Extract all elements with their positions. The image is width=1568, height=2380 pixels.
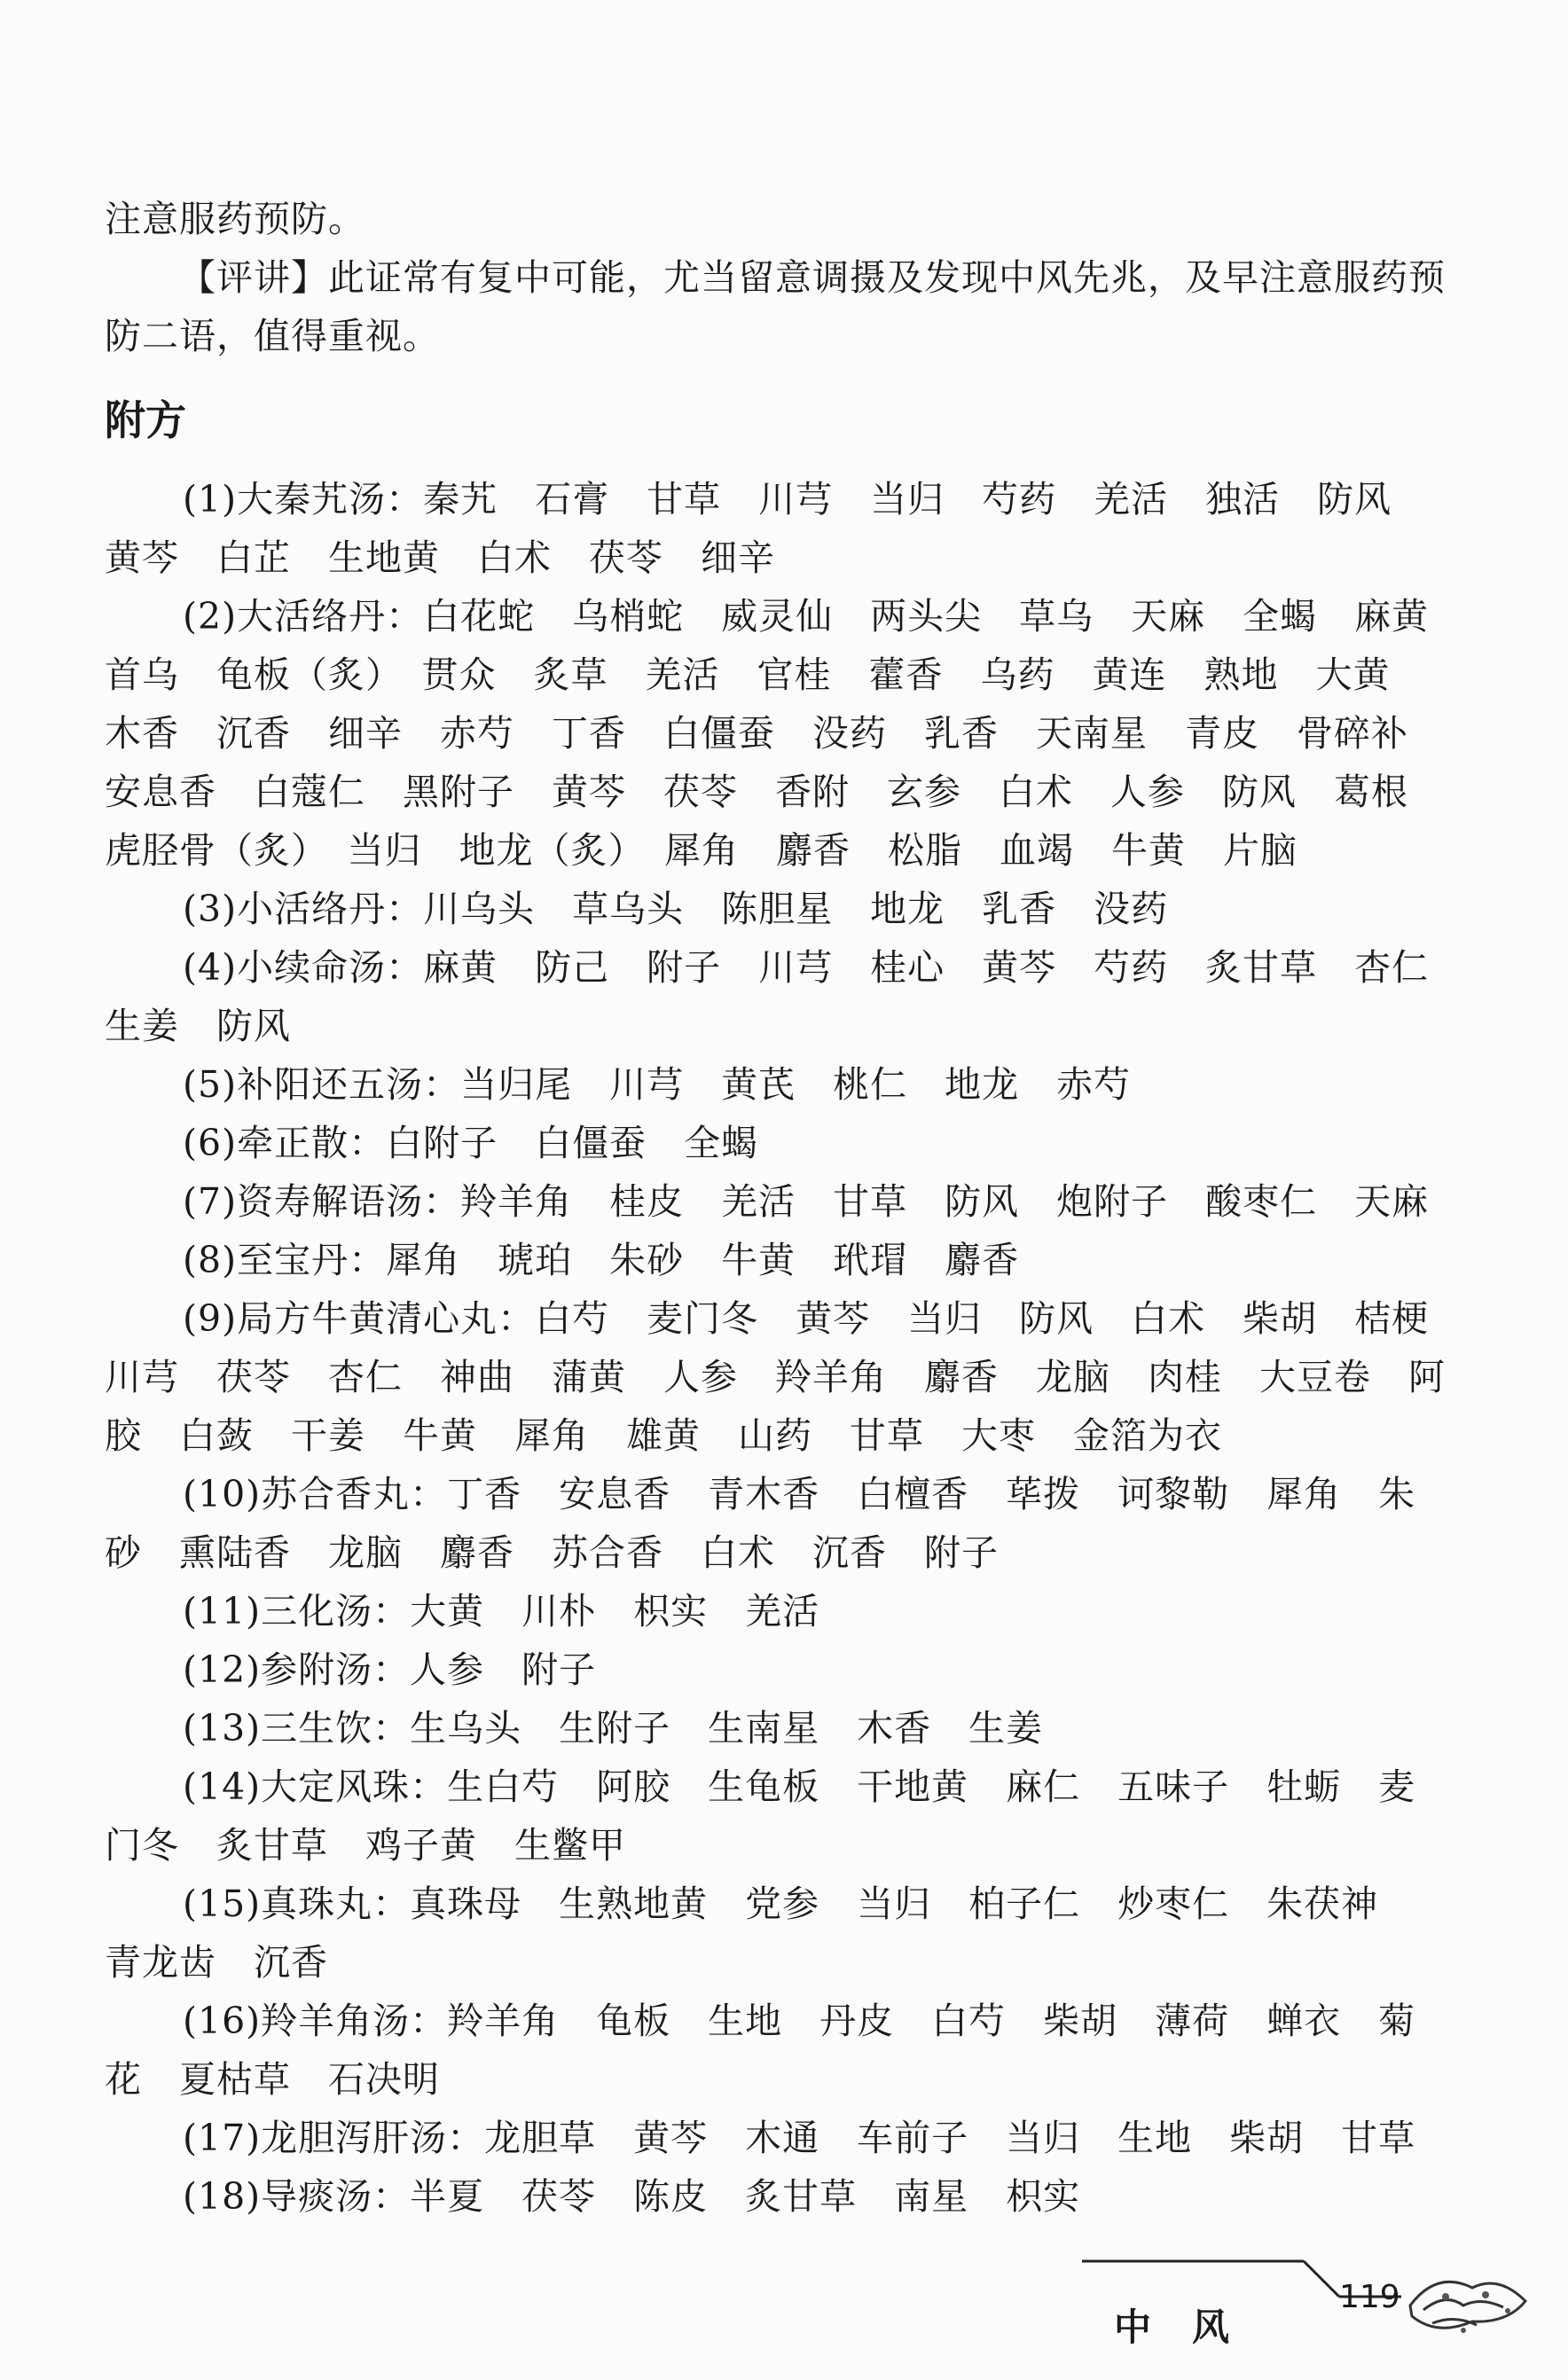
formula-item: (9)局方牛黄清心丸：白芍 麦门冬 黄芩 当归 防风 白术 柴胡 桔梗 川芎 茯苓 杏仁 神曲 蒲黄 人参 羚羊角 麝香 龙脑 肉桂 大豆卷 阿胶 白蔹 干姜 牛黄 犀角 雄黄 山药 甘草 大枣 金箔为衣 bbox=[105, 1297, 1467, 1457]
formula-item: (3)小活络丹：川乌头 草乌头 陈胆星 地龙 乳香 没药 bbox=[183, 888, 1169, 930]
formula-item: (6)牵正散：白附子 白僵蚕 全蝎 bbox=[183, 1122, 759, 1164]
formula-item: (1)大秦艽汤：秦艽 石膏 甘草 川芎 当归 芍药 羌活 独活 防风 黄芩 白芷 生地黄 白术 茯苓 细辛 bbox=[105, 478, 1430, 579]
formula-item: (7)资寿解语汤：羚羊角 桂皮 羌活 甘草 防风 炮附子 酸枣仁 天麻 bbox=[183, 1180, 1430, 1223]
formula-item: (14)大定风珠：生白芍 阿胶 生龟板 干地黄 麻仁 五味子 牡蛎 麦门冬 炙甘草 鸡子黄 生鳖甲 bbox=[105, 1765, 1416, 1867]
formula-item: (15)真珠丸：真珠母 生熟地黄 党参 当归 柏子仁 炒枣仁 朱茯神 青龙齿 沉香 bbox=[105, 1883, 1416, 1984]
formula-item: (18)导痰汤：半夏 茯苓 陈皮 炙甘草 南星 枳实 bbox=[183, 2175, 1081, 2218]
commentary-paragraph bbox=[105, 248, 1453, 365]
commentary-text: 此证常有复中可能，尤当留意调摄及发现中风先兆，及早注意服药预防二语，值得重视。 bbox=[105, 256, 1446, 357]
formula-item: (16)羚羊角汤：羚羊角 龟板 生地 丹皮 白芍 柴胡 薄荷 蝉衣 菊花 夏枯草 石决明 bbox=[105, 2000, 1416, 2101]
chapter-title: 中风 bbox=[1114, 2306, 1271, 2349]
continuation-text: 注意服药预防。 bbox=[105, 198, 365, 240]
formula-item: (2)大活络丹：白花蛇 乌梢蛇 威灵仙 两头尖 草乌 天麻 全蝎 麻黄 首乌 龟板（炙） 贯众 炙草 羌活 官桂 藿香 乌药 黄连 熟地 大黄 木香 沉香 细辛 赤芍 丁香 白僵蚕 没药 乳香 天南星 青皮 骨碎补 安息香 白蔻仁 黑附子 黄芩 茯苓 香附 玄参 白术 人参 防风 葛根 虎胫骨（炙） 当归 地龙（炙） 犀角 麝香 松脂 血竭 牛黄 片脑 bbox=[105, 595, 1467, 872]
formula-item: (4)小续命汤：麻黄 防己 附子 川芎 桂心 黄芩 芍药 炙甘草 杏仁 生姜 防风 bbox=[105, 946, 1467, 1047]
page-footer bbox=[1082, 2252, 1543, 2359]
formula-item: (11)三化汤：大黄 川朴 枳实 羌活 bbox=[183, 1590, 820, 1632]
formula-list bbox=[105, 470, 1467, 2226]
formula-item: (8)至宝丹：犀角 琥珀 朱砂 牛黄 玳瑁 麝香 bbox=[183, 1239, 1020, 1281]
formula-item: (12)参附汤：人参 附子 bbox=[183, 1648, 597, 1691]
formula-item: (13)三生饮：生乌头 生附子 生南星 木香 生姜 bbox=[183, 1707, 1044, 1750]
page-number: 119 bbox=[1339, 2279, 1400, 2315]
formula-item: (5)补阳还五汤：当归尾 川芎 黄芪 桃仁 地龙 赤芍 bbox=[183, 1063, 1132, 1106]
section-heading: 附方 bbox=[105, 396, 186, 444]
formula-item: (10)苏合香丸：丁香 安息香 青木香 白檀香 荜拨 诃黎勒 犀角 朱砂 熏陆香 龙脑 麝香 苏合香 白术 沉香 附子 bbox=[105, 1473, 1416, 1574]
formula-item: (17)龙胆泻肝汤：龙胆草 黄芩 木通 车前子 当归 生地 柴胡 甘草 bbox=[183, 2117, 1416, 2159]
commentary-label: 【评讲】 bbox=[179, 256, 328, 299]
